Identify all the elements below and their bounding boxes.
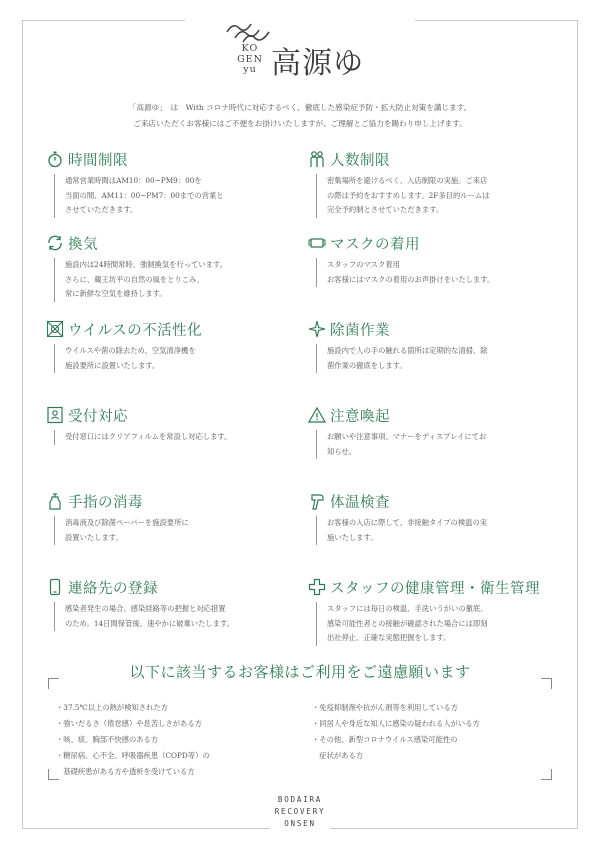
intro-text (40, 100, 560, 132)
section-caution (308, 404, 553, 459)
footer-line2: RECOVERY (274, 807, 326, 816)
section-body: 通常営業時間はAM10：00~PM9：00を 当面の間、AM11：00~PM7：00までの営業と させていただきます。 (54, 174, 291, 218)
section-title: 人数制限 (330, 152, 390, 169)
notice-item: ・糖尿病、心不全、呼吸器疾患（COPD等）の 基礎疾患がある方や透析を受けている方 (56, 751, 210, 776)
section-contact-registration (46, 576, 291, 631)
section-title: 時間制限 (68, 152, 128, 169)
section-time-limit (46, 148, 291, 218)
notice-item: ・37.5℃以上の熱が検知された方 (56, 703, 168, 712)
section-title: マスクの着用 (330, 236, 420, 253)
intro-line2: ご来店いただくお客様にはご不便をお掛けいたしますが、ご理解とご協力を賜わり申し上げます。 (133, 119, 467, 128)
section-title: ウイルスの不活性化 (68, 322, 203, 339)
section-body: 密集場所を避けるべく、入店制限の実施。ご来店 の際は予約をおすすめします。2F多目的ルームは 完全予約制とさせていただきます。 (316, 174, 553, 218)
corner-mark (541, 769, 552, 780)
sanitizer-icon (46, 492, 64, 510)
section-hand-sanitizing (46, 490, 291, 545)
section-body: スタッフのマスク着用 お客様にはマスクの着用のお声掛けをいたします。 (316, 258, 553, 287)
section-body: 消毒液及び除菌ペーパーを施設要所に 設置いたします。 (54, 516, 291, 545)
logo-roman-text (227, 44, 273, 76)
footer-line3: ONSEN (284, 819, 316, 828)
warning-icon (308, 406, 326, 424)
people-icon (308, 150, 326, 168)
section-title: 受付対応 (68, 408, 128, 425)
section-body: 受付窓口にはクリアフィルムを常設し対応します。 (54, 430, 291, 445)
section-title: スタッフの健康管理・衛生管理 (330, 580, 540, 597)
section-body: 施設内で人の手の触れる箇所は定期的な清掃、除 菌作業の徹底をします。 (316, 344, 553, 373)
logo (215, 18, 395, 90)
notice-item: ・咳、痰、胸部不快感のある方 (56, 735, 159, 744)
sparkle-icon (308, 320, 326, 338)
stopwatch-icon (46, 150, 64, 168)
section-reception (46, 404, 291, 445)
corner-mark (48, 678, 59, 689)
reception-icon (46, 406, 64, 424)
section-body: スタッフには毎日の検温、手洗いうがいの徹底、 感染可能性者との接触が確認された場合には即刻 出社停止、正確な実態把握をします。 (316, 602, 570, 646)
notice-item: ・その他、新型コロナウイルス感染可能性の 症状がある方 (312, 735, 458, 760)
section-temperature (308, 490, 553, 545)
section-title: 注意喚起 (330, 408, 390, 425)
thermometer-icon (308, 492, 326, 510)
section-title: 連絡先の登録 (68, 580, 158, 597)
notice-item: ・強いだるさ（倦怠感）や息苦しさがある方 (56, 719, 202, 728)
section-sterilization (308, 318, 553, 373)
logo-roman-line3: yu (243, 64, 257, 75)
corner-mark (541, 678, 552, 689)
section-title: 換気 (68, 236, 98, 253)
section-ventilation (46, 232, 291, 302)
mask-icon (308, 234, 326, 252)
section-body: お願いや注意事項、マナーをディスプレイにてお 知らせ。 (316, 430, 553, 459)
notice-list-right (312, 700, 548, 764)
logo-roman-line2: GEN (237, 53, 263, 65)
section-body: 施設内は24時間常時、強制換気を行っています。 さらに、蔵王坊平の自然の風をとりこみ、 常に新鮮な空気を維持します。 (54, 258, 291, 302)
intro-line1: 「高源ゆ」 は With コロナ時代に対応するべく、徹底した感染症予防・拡大防止対策を講じます。 (128, 103, 472, 112)
section-title: 除菌作業 (330, 322, 390, 339)
logo-name: 高源ゆ (271, 46, 364, 81)
logo-roman-line1: KO (241, 43, 259, 54)
notice-item: ・免疫抑制剤や抗がん剤等を利用している方 (312, 703, 458, 712)
medical-cross-icon (308, 578, 326, 596)
section-body: お客様の入店に際して、非接触タイプの検温の実 施いたします。 (316, 516, 553, 545)
notice-item: ・同居人や身近な知人に感染の疑われる人がいる方 (312, 719, 480, 728)
notice-title: 以下に該当するお客様はご利用をご遠慮願います (129, 663, 471, 681)
section-capacity-limit (308, 148, 553, 218)
section-body: ウイルスや菌の除去ため、空気清浄機を 施設要所に設置いたします。 (54, 344, 291, 373)
notice-list-left (56, 700, 306, 780)
section-title: 手指の消毒 (68, 494, 143, 511)
section-mask (308, 232, 553, 287)
footer-line1: BODAIRA (277, 795, 323, 804)
ventilation-icon (46, 234, 64, 252)
section-virus (46, 318, 291, 373)
notice-box (48, 678, 552, 780)
section-body: 感染者発生の場合、感染経路等の把握と対応措置 のため。14日間保管後、速やかに破棄いたします。 (54, 602, 291, 631)
section-title: 体温検査 (330, 494, 390, 511)
waves-icon (225, 18, 273, 44)
phone-icon (46, 578, 64, 596)
section-staff-health (308, 576, 570, 646)
footer-brand (240, 794, 360, 830)
virus-icon (46, 320, 64, 338)
